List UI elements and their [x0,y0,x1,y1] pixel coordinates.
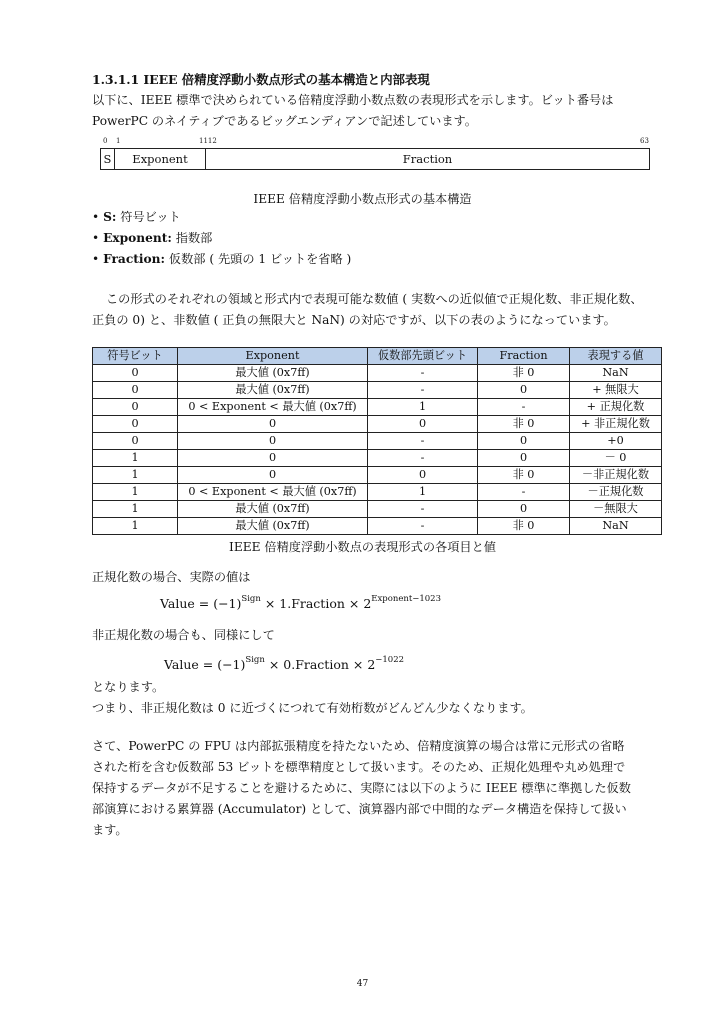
table-row [93,484,662,501]
table-cell: 非 0 [478,518,570,535]
paragraph-line: 正負の 0) と、非数値 ( 正負の無限大と NaN) の対応ですが、以下の表のようになっています。 [92,313,616,327]
table-cell: － 0 [570,450,662,467]
table-cell: 0 [93,416,178,433]
table-cell: - [368,450,478,467]
table-cell: - [478,399,570,416]
table-cell: 最大値 (0x7ff) [178,382,368,399]
table-cell: 1 [368,399,478,416]
table-cell: - [368,501,478,518]
table-cell: NaN [570,518,662,535]
table-cell: 0 < Exponent < 最大値 (0x7ff) [178,399,368,416]
header-value: 表現する値 [570,348,662,365]
bit-layout-diagram [100,148,650,170]
table-row [93,467,662,484]
paragraph-line: さて、PowerPC の FPU は内部拡張精度を持たないため、倍精度演算の場合は常に元形式の省略 [92,739,625,753]
table-cell: 0 [478,501,570,518]
table-cell: －無限大 [570,501,662,518]
table-cell: 0 [93,365,178,382]
table-cell: 1 [368,484,478,501]
table-cell: - [368,365,478,382]
fpu-paragraph [92,736,631,841]
table-cell: + 正規化数 [570,399,662,416]
table-cell: 0 [178,467,368,484]
table-cell: - [478,484,570,501]
header-sign-bit: 符号ビット [93,348,178,365]
fraction-field: Fraction [402,152,453,166]
table-intro-paragraph [92,289,643,331]
table-cell: 1 [93,518,178,535]
table-cell: 0 < Exponent < 最大値 (0x7ff) [178,484,368,501]
paragraph-line: この形式のそれぞれの領域と形式内で表現可能な数値 ( 実数への近似値で正規化数、非正規化数、 [106,292,643,306]
table-cell: 0 [368,416,478,433]
table-cell: 0 [93,399,178,416]
table-cell: 最大値 (0x7ff) [178,501,368,518]
page-number: 47 [356,979,369,989]
bit-number-0: 0 [103,137,108,145]
intro-line: 以下に、IEEE 標準で決められている倍精度浮動小数点数の表現形式を示します。ビット番号は [92,93,614,107]
bit-number-11-12: 1112 [199,137,217,145]
table-header-row [93,348,662,365]
denormal-intro: 非正規化数の場合も、同様にして [92,628,275,642]
table-cell: - [368,382,478,399]
table-cell: 0 [93,433,178,450]
conclusion-paragraph [92,677,533,719]
table-row [93,433,662,450]
paragraph-line: 保持するデータが不足することを避けるために、実際には以下のように IEEE 標準に準拠した仮数 [92,781,631,795]
table-row [93,365,662,382]
formula-normalized: Value = $(-1)^{Sign}$ × 1.Fraction × $2^{Exponent-1023}$ [160,594,441,611]
table-cell: －正規化数 [570,484,662,501]
table-cell: 1 [93,450,178,467]
table-cell: 1 [93,467,178,484]
intro-paragraph [92,90,613,132]
bit-number-63: 63 [640,137,649,145]
paragraph-line: となります。 [92,680,165,694]
table-cell: 1 [93,501,178,518]
paragraph-line: つまり、非正規化数は 0 に近づくにつれて有効桁数がどんどん少なくなります。 [92,701,533,715]
paragraph-line: された桁を含む仮数部 53 ビットを標準精度として扱います。そのため、正規化処理や丸め処理で [92,760,626,774]
table-row [93,518,662,535]
table-cell: 0 [178,416,368,433]
table-cell: 非 0 [478,467,570,484]
table-cell: 0 [478,450,570,467]
table-cell: 0 [368,467,478,484]
field-definitions [92,207,351,270]
table-caption: IEEE 倍精度浮動小数点の表現形式の各項目と値 [229,540,496,554]
paragraph-line: 部演算における累算器 (Accumulator) として、演算器内部で中間的なデータ構造を保持して扱い [92,802,627,816]
table-row [93,416,662,433]
table-cell: - [368,433,478,450]
table-cell: 0 [178,433,368,450]
figure-caption: IEEE 倍精度浮動小数点形式の基本構造 [253,192,472,206]
header-fraction: Fraction [478,348,570,365]
bit-number-1: 1 [116,137,121,145]
section-heading: 1.3.1.1 IEEE 倍精度浮動小数点形式の基本構造と内部表現 [92,72,430,87]
table-cell: 最大値 (0x7ff) [178,365,368,382]
table-cell: - [368,518,478,535]
table-cell: 非 0 [478,365,570,382]
table-cell: +0 [570,433,662,450]
sign-field: S [103,152,112,166]
table-cell: 0 [478,433,570,450]
table-cell: 1 [93,484,178,501]
header-exponent: Exponent [178,348,368,365]
table-row [93,501,662,518]
bullet-sign: • S: 符号ビット [92,210,181,224]
representation-table [92,347,662,535]
table-cell: 非 0 [478,416,570,433]
table-cell: 0 [93,382,178,399]
table-row [93,399,662,416]
table-cell: 0 [178,450,368,467]
table-cell: + 非正規化数 [570,416,662,433]
table-cell: 最大値 (0x7ff) [178,518,368,535]
exponent-field: Exponent [132,152,188,166]
intro-line: PowerPC のネイティブであるビッグエンディアンで記述しています。 [92,114,477,128]
table-cell: + 無限大 [570,382,662,399]
bullet-fraction: • Fraction: 仮数部 ( 先頭の 1 ビットを省略 ) [92,252,352,266]
table-cell: NaN [570,365,662,382]
table-cell: －非正規化数 [570,467,662,484]
paragraph-line: ます。 [92,823,128,837]
formula-denormalized: Value = $(-1)^{Sign}$ × 0.Fraction × $2^{-1022}$ [164,655,405,672]
table-row [93,382,662,399]
bullet-exponent: • Exponent: 指数部 [92,231,213,245]
table-cell: 0 [478,382,570,399]
header-leading-bit: 仮数部先頭ビット [368,348,478,365]
table-row [93,450,662,467]
normal-intro: 正規化数の場合、実際の値は [92,570,251,584]
